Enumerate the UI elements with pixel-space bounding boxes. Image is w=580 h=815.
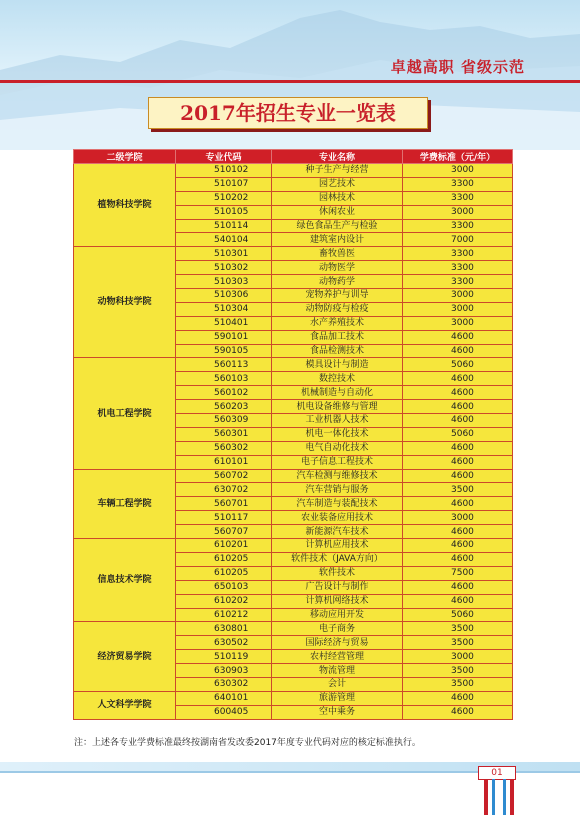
major-code-cell: 510302 — [176, 261, 272, 275]
major-code-cell: 510306 — [176, 289, 272, 303]
tuition-cell: 5060 — [403, 427, 513, 441]
college-cell: 信息技术学院 — [74, 539, 176, 622]
tuition-cell: 4600 — [403, 400, 513, 414]
tuition-cell: 3500 — [403, 622, 513, 636]
major-code-cell: 510401 — [176, 316, 272, 330]
tuition-cell: 3500 — [403, 677, 513, 691]
column-header-code: 专业代码 — [176, 150, 272, 164]
tuition-cell: 3300 — [403, 177, 513, 191]
major-name-cell: 农村经营管理 — [272, 650, 403, 664]
major-name-cell: 园林技术 — [272, 191, 403, 205]
slogan-text: 卓越高职 省级示范 — [390, 58, 525, 76]
major-name-cell: 畜牧兽医 — [272, 247, 403, 261]
tuition-cell: 5060 — [403, 608, 513, 622]
tuition-cell: 3000 — [403, 511, 513, 525]
major-code-cell: 510202 — [176, 191, 272, 205]
major-code-cell: 630302 — [176, 677, 272, 691]
tuition-cell: 3300 — [403, 275, 513, 289]
major-code-cell: 510301 — [176, 247, 272, 261]
major-name-cell: 工业机器人技术 — [272, 414, 403, 428]
tuition-cell: 3000 — [403, 650, 513, 664]
tuition-cell: 4600 — [403, 525, 513, 539]
major-code-cell: 650103 — [176, 580, 272, 594]
major-code-cell: 590101 — [176, 330, 272, 344]
major-code-cell: 560103 — [176, 372, 272, 386]
major-code-cell: 560701 — [176, 497, 272, 511]
major-code-cell: 610205 — [176, 566, 272, 580]
table-row — [74, 622, 513, 636]
decor-stripe — [492, 779, 495, 815]
tuition-cell: 4600 — [403, 705, 513, 719]
tuition-cell: 4600 — [403, 330, 513, 344]
major-code-cell: 610101 — [176, 455, 272, 469]
major-code-cell: 590105 — [176, 344, 272, 358]
major-code-cell: 540104 — [176, 233, 272, 247]
decor-stripe — [484, 779, 488, 815]
tuition-cell: 4600 — [403, 552, 513, 566]
major-name-cell: 机电设备维修与管理 — [272, 400, 403, 414]
major-code-cell: 610205 — [176, 552, 272, 566]
footnote: 注：上述各专业学费标准最终按湖南省发改委2017年度专业代码对应的核定标准执行。 — [74, 738, 421, 748]
tuition-cell: 3500 — [403, 636, 513, 650]
tuition-cell: 3300 — [403, 261, 513, 275]
tuition-cell: 4600 — [403, 441, 513, 455]
major-code-cell: 510107 — [176, 177, 272, 191]
header-divider — [0, 80, 580, 83]
page-title: 2017年招生专业一览表 — [180, 101, 396, 125]
page-number: 01 — [478, 766, 516, 780]
major-code-cell: 630801 — [176, 622, 272, 636]
major-name-cell: 宠物养护与训导 — [272, 289, 403, 303]
major-name-cell: 广告设计与制作 — [272, 580, 403, 594]
major-name-cell: 计算机网络技术 — [272, 594, 403, 608]
decor-stripe — [510, 779, 514, 815]
college-cell: 车辆工程学院 — [74, 469, 176, 538]
major-name-cell: 国际经济与贸易 — [272, 636, 403, 650]
table-body — [74, 164, 513, 720]
tuition-cell: 3000 — [403, 289, 513, 303]
college-cell: 经济贸易学院 — [74, 622, 176, 691]
major-name-cell: 动物药学 — [272, 275, 403, 289]
tuition-cell: 3500 — [403, 664, 513, 678]
tuition-cell: 4600 — [403, 455, 513, 469]
major-name-cell: 汽车营销与服务 — [272, 483, 403, 497]
column-header-major: 专业名称 — [272, 150, 403, 164]
tuition-cell: 4600 — [403, 539, 513, 553]
major-name-cell: 农业装备应用技术 — [272, 511, 403, 525]
tuition-cell: 7500 — [403, 566, 513, 580]
major-code-cell: 610202 — [176, 594, 272, 608]
tuition-cell: 4600 — [403, 469, 513, 483]
major-name-cell: 汽车制造与装配技术 — [272, 497, 403, 511]
major-name-cell: 食品检测技术 — [272, 344, 403, 358]
major-code-cell: 510102 — [176, 164, 272, 178]
table-row — [74, 247, 513, 261]
college-cell: 动物科技学院 — [74, 247, 176, 358]
major-name-cell: 机械制造与自动化 — [272, 386, 403, 400]
major-name-cell: 食品加工技术 — [272, 330, 403, 344]
major-code-cell: 560302 — [176, 441, 272, 455]
column-header-fee: 学费标准（元/年） — [403, 150, 513, 164]
major-code-cell: 560309 — [176, 414, 272, 428]
major-code-cell: 560301 — [176, 427, 272, 441]
major-code-cell: 600405 — [176, 705, 272, 719]
major-name-cell: 模具设计与制造 — [272, 358, 403, 372]
major-code-cell: 510304 — [176, 302, 272, 316]
major-name-cell: 数控技术 — [272, 372, 403, 386]
tuition-cell: 3300 — [403, 219, 513, 233]
major-code-cell: 560702 — [176, 469, 272, 483]
table-header-row — [74, 150, 513, 164]
tuition-cell: 3300 — [403, 247, 513, 261]
major-name-cell: 软件技术 — [272, 566, 403, 580]
major-name-cell: 种子生产与经营 — [272, 164, 403, 178]
major-name-cell: 计算机应用技术 — [272, 539, 403, 553]
college-cell: 植物科技学院 — [74, 164, 176, 247]
major-name-cell: 电气自动化技术 — [272, 441, 403, 455]
major-name-cell: 机电一体化技术 — [272, 427, 403, 441]
major-name-cell: 电子商务 — [272, 622, 403, 636]
major-code-cell: 610201 — [176, 539, 272, 553]
tuition-cell: 4600 — [403, 344, 513, 358]
column-header-college: 二级学院 — [74, 150, 176, 164]
college-cell: 人文科学学院 — [74, 691, 176, 719]
major-name-cell: 空中乘务 — [272, 705, 403, 719]
major-name-cell: 移动应用开发 — [272, 608, 403, 622]
major-code-cell: 510303 — [176, 275, 272, 289]
tuition-cell: 4600 — [403, 594, 513, 608]
major-name-cell: 水产养殖技术 — [272, 316, 403, 330]
major-code-cell: 510105 — [176, 205, 272, 219]
major-code-cell: 510119 — [176, 650, 272, 664]
table-row — [74, 691, 513, 705]
tuition-cell: 4600 — [403, 497, 513, 511]
major-name-cell: 建筑室内设计 — [272, 233, 403, 247]
tuition-cell: 3000 — [403, 205, 513, 219]
major-code-cell: 640101 — [176, 691, 272, 705]
tuition-cell: 4600 — [403, 372, 513, 386]
tuition-cell: 3000 — [403, 164, 513, 178]
major-code-cell: 610212 — [176, 608, 272, 622]
tuition-cell: 7000 — [403, 233, 513, 247]
tuition-cell: 3500 — [403, 483, 513, 497]
major-name-cell: 物流管理 — [272, 664, 403, 678]
tuition-cell: 4600 — [403, 580, 513, 594]
major-code-cell: 510114 — [176, 219, 272, 233]
major-code-cell: 560113 — [176, 358, 272, 372]
major-code-cell: 510117 — [176, 511, 272, 525]
major-name-cell: 绿色食品生产与检验 — [272, 219, 403, 233]
tuition-cell: 3000 — [403, 316, 513, 330]
major-name-cell: 软件技术（JAVA方向） — [272, 552, 403, 566]
major-name-cell: 汽车检测与维修技术 — [272, 469, 403, 483]
major-name-cell: 动物医学 — [272, 261, 403, 275]
major-name-cell: 新能源汽车技术 — [272, 525, 403, 539]
major-name-cell: 旅游管理 — [272, 691, 403, 705]
tuition-cell: 4600 — [403, 386, 513, 400]
major-code-cell: 630903 — [176, 664, 272, 678]
major-name-cell: 电子信息工程技术 — [272, 455, 403, 469]
major-code-cell: 560203 — [176, 400, 272, 414]
table-row — [74, 164, 513, 178]
major-name-cell: 动物防疫与检疫 — [272, 302, 403, 316]
decor-stripe — [503, 779, 506, 815]
major-code-cell: 560102 — [176, 386, 272, 400]
major-name-cell: 休闲农业 — [272, 205, 403, 219]
major-name-cell: 会计 — [272, 677, 403, 691]
table-row — [74, 358, 513, 372]
major-code-cell: 630502 — [176, 636, 272, 650]
page-footer — [0, 762, 580, 815]
tuition-cell: 4600 — [403, 691, 513, 705]
majors-table — [73, 149, 513, 720]
college-cell: 机电工程学院 — [74, 358, 176, 469]
tuition-cell: 4600 — [403, 414, 513, 428]
title-banner — [148, 97, 428, 129]
table-row — [74, 469, 513, 483]
tuition-cell: 3000 — [403, 302, 513, 316]
major-code-cell: 630702 — [176, 483, 272, 497]
major-name-cell: 园艺技术 — [272, 177, 403, 191]
tuition-cell: 3300 — [403, 191, 513, 205]
major-code-cell: 560707 — [176, 525, 272, 539]
tuition-cell: 5060 — [403, 358, 513, 372]
table-row — [74, 539, 513, 553]
